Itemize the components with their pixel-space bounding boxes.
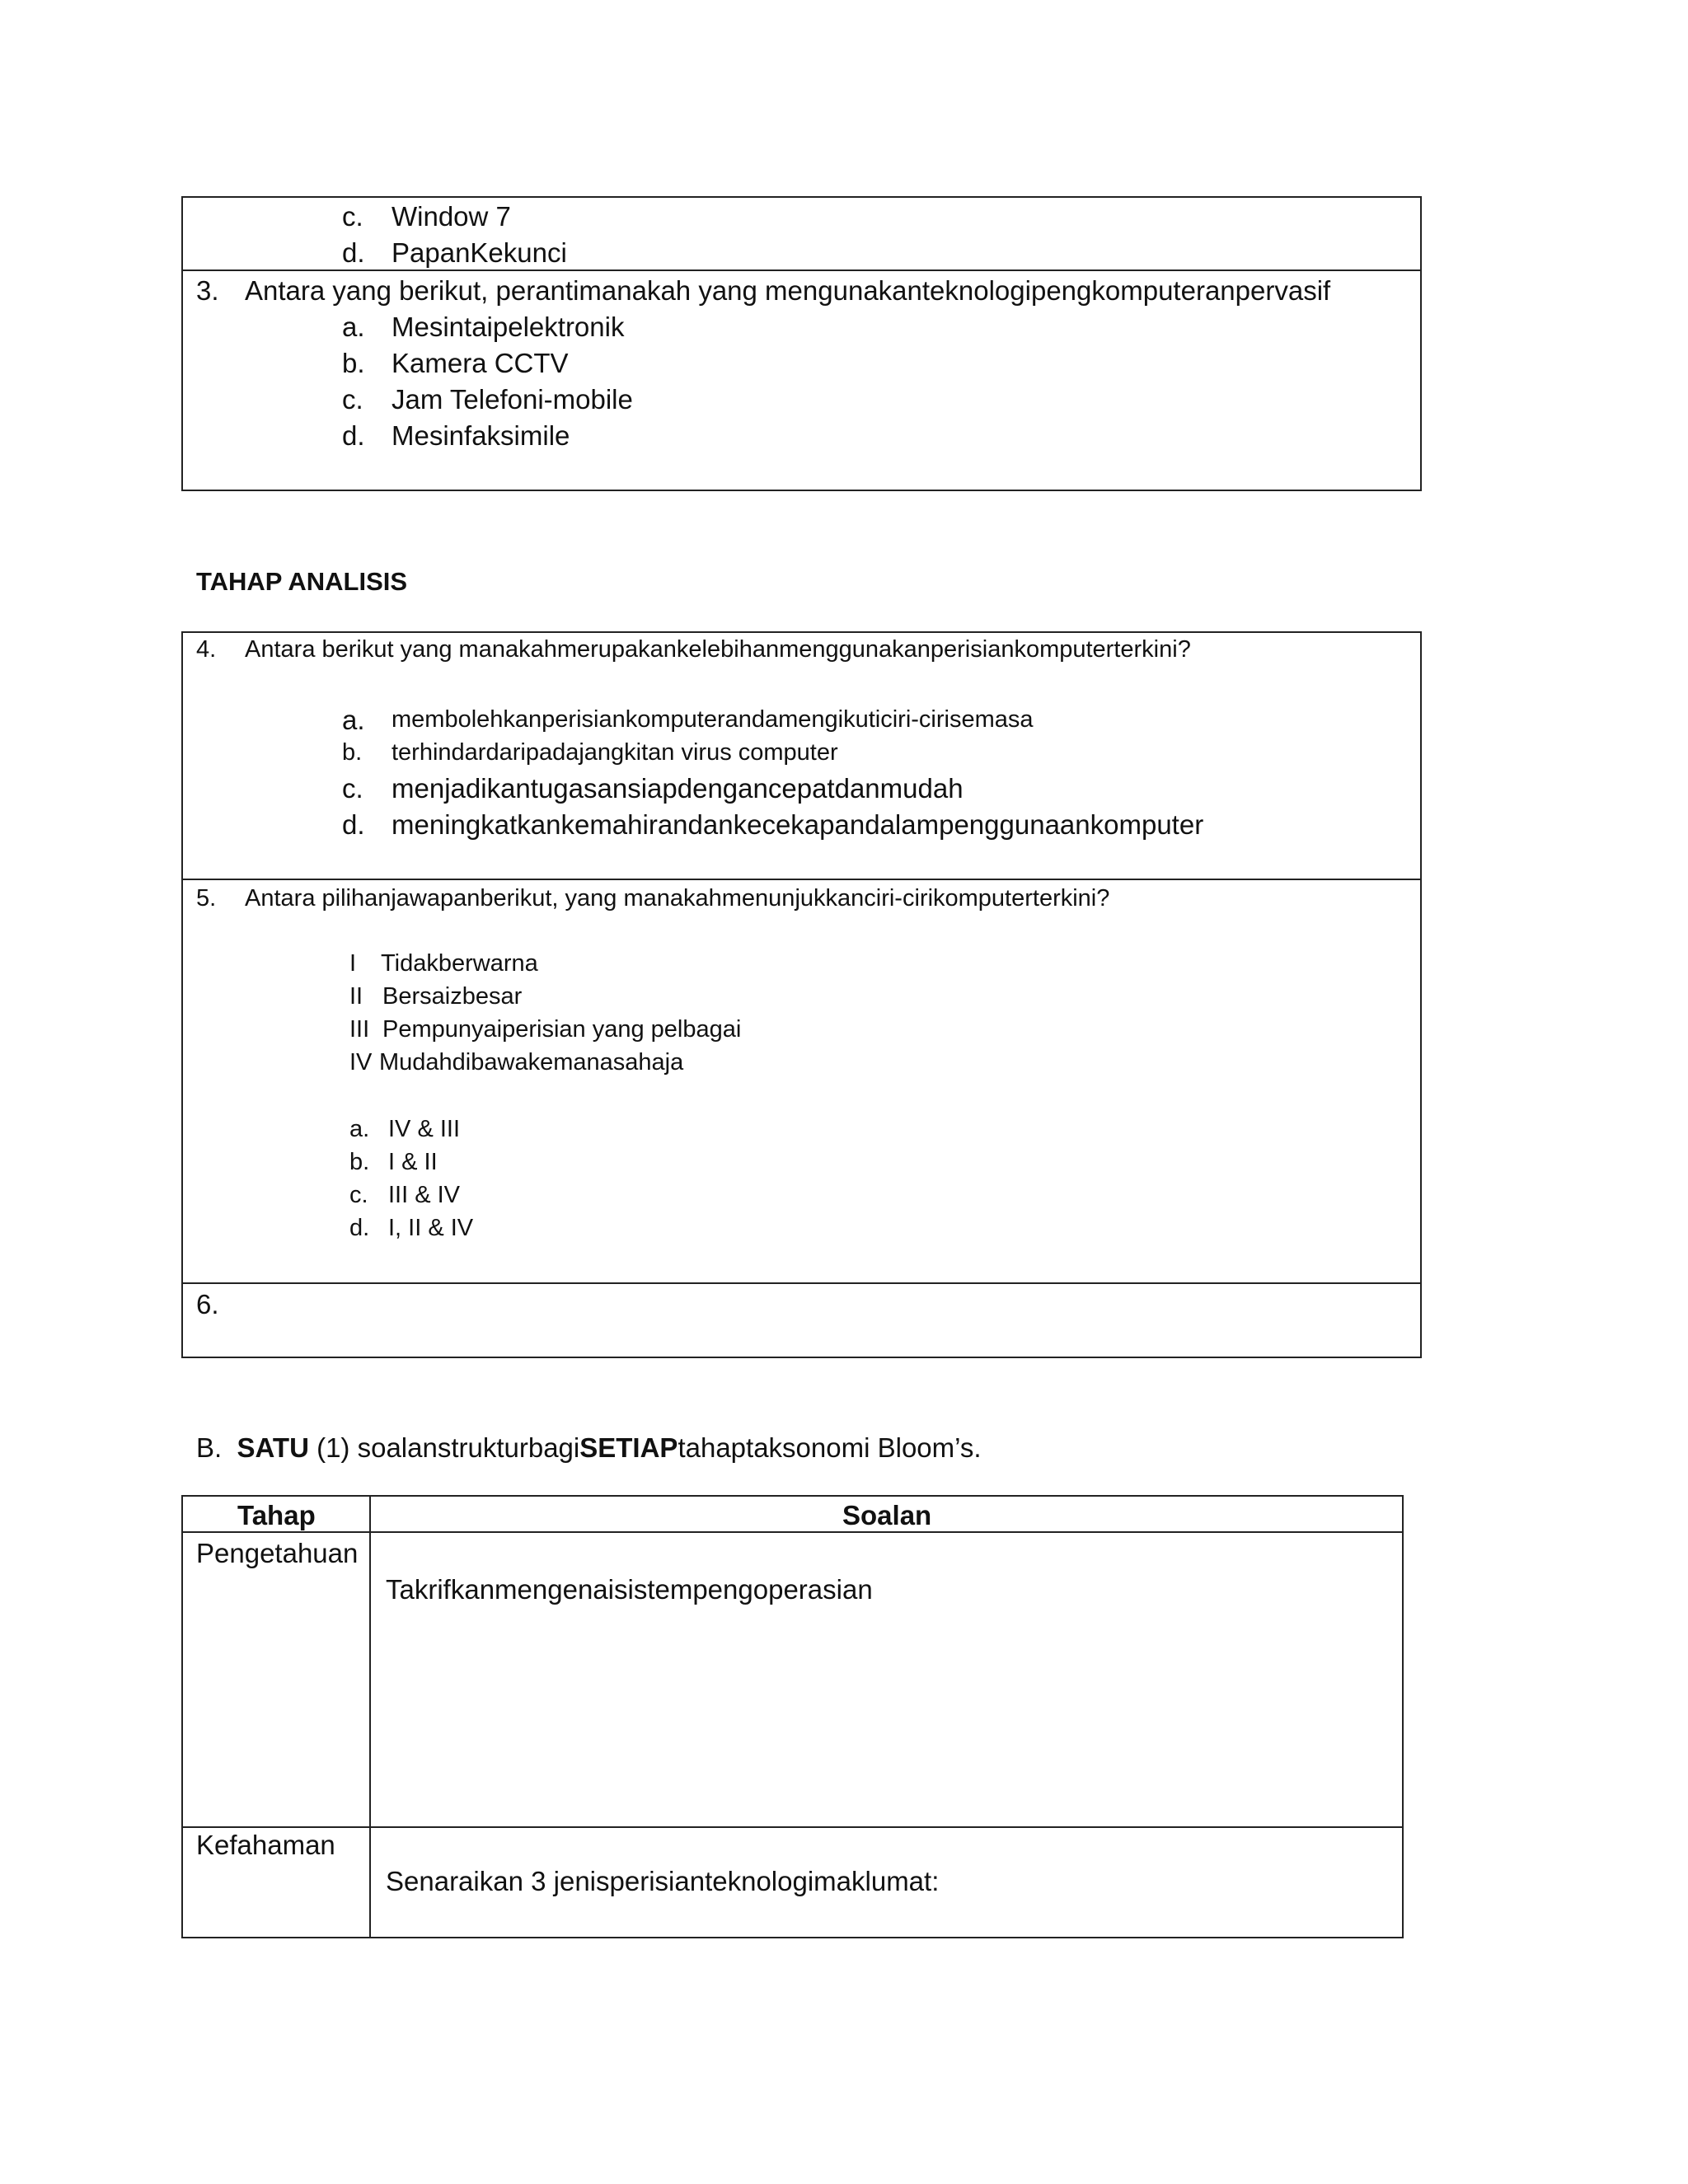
- row-soalan: Senaraikan 3 jenisperisianteknologimaklumat:: [386, 1866, 940, 1896]
- option-letter: c.: [349, 1182, 368, 1208]
- row-tahap: Kefahaman: [196, 1830, 335, 1860]
- section-b-satu: SATU: [237, 1432, 309, 1463]
- statement-numeral: II: [349, 983, 363, 1010]
- option-text: Mesintaipelektronik: [392, 312, 625, 342]
- statement-numeral: IV: [349, 1049, 373, 1076]
- statement-text: Tidakberwarna: [381, 950, 538, 977]
- statement-numeral: III: [349, 1016, 370, 1043]
- option-text: membolehkanperisiankomputerandamengikuticiri-cirisemasa: [392, 706, 1034, 733]
- statement-text: Mudahdibawakemanasahaja: [379, 1049, 684, 1076]
- section-b-instruction: [196, 1434, 982, 1461]
- question-number: 5.: [196, 885, 217, 912]
- question-text: Antara yang berikut, perantimanakah yang mengunakanteknologipengkomputeranpervasif: [245, 275, 1331, 306]
- option-letter: c.: [342, 773, 363, 804]
- option-text: PapanKekunci: [392, 237, 567, 268]
- option-text: Mesinfaksimile: [392, 420, 570, 451]
- option-letter: a.: [342, 705, 365, 735]
- question-number: 6.: [196, 1289, 219, 1319]
- option-text: I, II & IV: [388, 1215, 474, 1241]
- option-letter: a.: [342, 312, 365, 342]
- section-b-part1: (1) soalanstrukturbagi: [308, 1432, 580, 1463]
- bloom-table-header-divider: [181, 1531, 1404, 1533]
- option-letter: c.: [342, 201, 363, 232]
- section-b-setiap: SETIAP: [579, 1432, 678, 1463]
- section-heading: TAHAP ANALISIS: [196, 567, 408, 596]
- option-letter: b.: [342, 739, 363, 766]
- bloom-table-row-divider: [181, 1826, 1404, 1828]
- question-number: 3.: [196, 275, 219, 306]
- option-text: Jam Telefoni-mobile: [392, 384, 633, 415]
- option-text: III & IV: [388, 1182, 461, 1208]
- option-text: meningkatkankemahirandankecekapandalampenggunaankomputer: [392, 809, 1204, 840]
- option-text: Window 7: [392, 201, 511, 232]
- bloom-table-column-divider: [369, 1495, 371, 1938]
- option-letter: b.: [349, 1149, 370, 1175]
- header-soalan: Soalan: [842, 1500, 932, 1530]
- option-letter: d.: [342, 809, 365, 840]
- table-2-divider-q6: [181, 1282, 1422, 1284]
- statement-text: Pempunyaiperisian yang pelbagai: [382, 1016, 742, 1043]
- option-text: IV & III: [388, 1116, 461, 1142]
- question-text: Antara pilihanjawapanberikut, yang manakahmenunjukkanciri-cirikomputerterkini?: [245, 885, 1110, 912]
- question-table-1: [181, 196, 1422, 491]
- row-soalan: Takrifkanmengenaisistempengoperasian: [386, 1574, 873, 1605]
- option-text: I & II: [388, 1149, 438, 1175]
- question-text: Antara berikut yang manakahmerupakankelebihanmenggunakanperisiankomputerterkini?: [245, 636, 1191, 663]
- section-b-prefix: B.: [196, 1432, 223, 1463]
- option-letter: d.: [342, 237, 365, 268]
- option-letter: c.: [342, 384, 363, 415]
- option-letter: d.: [342, 420, 365, 451]
- table-2-divider-q5: [181, 879, 1422, 880]
- question-number: 4.: [196, 636, 217, 663]
- option-text: Kamera CCTV: [392, 348, 569, 378]
- option-text: terhindardaripadajangkitan virus computer: [392, 739, 838, 766]
- option-text: menjadikantugasansiapdengancepatdanmudah: [392, 773, 964, 804]
- statement-text: Bersaizbesar: [382, 983, 523, 1010]
- option-letter: a.: [349, 1116, 370, 1142]
- table-1-divider: [181, 269, 1422, 271]
- option-letter: d.: [349, 1215, 370, 1241]
- section-b-part2: tahaptaksonomi Bloom’s.: [678, 1432, 982, 1463]
- option-letter: b.: [342, 348, 365, 378]
- row-tahap: Pengetahuan: [196, 1538, 359, 1568]
- statement-numeral: I: [349, 950, 357, 977]
- header-tahap: Tahap: [237, 1500, 316, 1530]
